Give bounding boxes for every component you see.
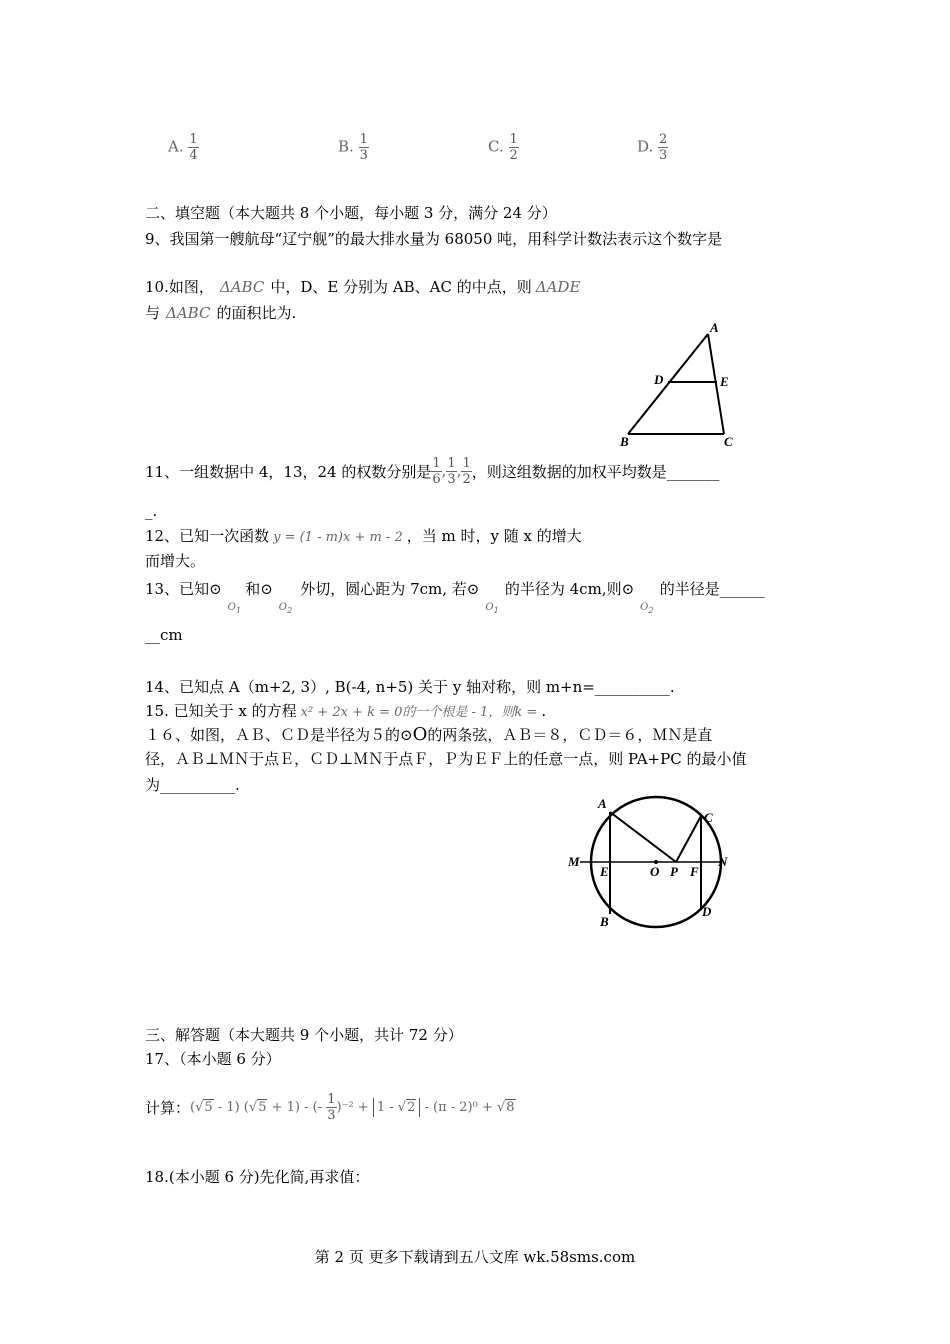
label-a: A: [598, 796, 607, 811]
label-e: E: [720, 374, 729, 389]
choice-d: D. $\frac{2}{3}$: [637, 132, 668, 163]
question-17-title: 17、（本小题 6 分）: [145, 1050, 281, 1068]
label-b: B: [600, 914, 609, 929]
question-17-expression: 计算：(√5 - 1) (√5 + 1) - (- $\frac{1}{3}$ )⁻² + 1 - √2 - (π - 2)⁰ + √8: [145, 1092, 515, 1123]
question-13-cont: __cm: [145, 626, 183, 644]
label-f: F: [690, 864, 699, 879]
circle-icon: ⊙: [209, 580, 222, 598]
fraction: $\frac{1}{2}$: [509, 132, 518, 163]
label-o: O: [650, 864, 660, 879]
label-n: N: [718, 854, 728, 869]
question-11-cont: _.: [145, 502, 158, 520]
question-12: 12、已知一次函数 y = (1 - m)x + m - 2 ，当 m 时，y 随 x 的增大: [145, 527, 582, 545]
circle-figure: [566, 794, 736, 934]
label-e: E: [600, 864, 609, 879]
label-c: C: [724, 434, 733, 449]
circle-icon: ⊙: [260, 580, 273, 598]
question-16-line2: 径，ＡＢ⊥ＭＮ于点Ｅ，ＣＤ⊥ＭＮ于点Ｆ，Ｐ为ＥＦ上的任意一点，则 PA+PC 的最小值: [145, 750, 747, 768]
label-m: M: [568, 854, 580, 869]
choice-c: C. $\frac{1}{2}$: [488, 132, 518, 163]
page-footer: 第 2 页 更多下载请到五八文库 wk.58sms.com: [314, 1248, 636, 1266]
question-16-line3: 为__________.: [145, 776, 240, 794]
section-2-title: 二、填空题（本大题共 8 个小题，每小题 3 分，满分 24 分）: [145, 204, 557, 222]
label-a: A: [710, 320, 719, 335]
question-11: 11、一组数据中 4，13，24 的权数分别是 $\frac{1}{6}$ , $\frac{1}{3}$ , $\frac{1}{2}$ ，则这组数据的加权平均数是_______: [145, 456, 720, 487]
label-p: P: [670, 864, 678, 879]
choice-a: A. $\frac{1}{4}$: [168, 132, 198, 163]
circle-icon: ⊙: [400, 726, 413, 744]
triangle-figure: [616, 318, 746, 453]
label-d: D: [654, 372, 664, 387]
question-18: 18.(本小题 6 分)先化简,再求值：: [145, 1168, 370, 1186]
question-10-line1: 10.如图， ΔABC 中，D、E 分别为 AB、AC 的中点，则 ΔADE: [145, 278, 581, 296]
choice-b: B. $\frac{1}{3}$: [338, 132, 368, 163]
question-14: 14、已知点 A（m+2, 3）, B(-4, n+5) 关于 y 轴对称，则 m+n=__________.: [145, 678, 675, 696]
label-c: C: [704, 810, 713, 825]
label-d: D: [702, 904, 712, 919]
fraction: $\frac{2}{3}$: [659, 132, 668, 163]
question-10-line2: 与 ΔABC 的面积比为.: [145, 304, 297, 322]
question-13: 13、已知$⊙_{O_1}$和$⊙_{O_2}$外切，圆心距为 7cm, 若$⊙_{O_1}$的半径为 4cm,则$⊙_{O_2}$的半径是______: [145, 580, 765, 615]
section-3-title: 三、解答题（本大题共 9 个小题，共计 72 分）: [145, 1026, 463, 1044]
question-15: 15. 已知关于 x 的方程 x² + 2x + k = 0的一个根是 - 1，则k = .: [145, 702, 547, 720]
circle-icon: ⊙: [621, 580, 635, 598]
question-12-cont: 而增大。: [145, 552, 206, 570]
fraction: $\frac{1}{3}$: [359, 132, 368, 163]
circle-icon: ⊙: [466, 580, 480, 598]
label-b: B: [620, 434, 629, 449]
question-9: 9、我国第一艘航母“辽宁舰”的最大排水量为 68050 吨，用科学计数法表示这个数字是: [145, 230, 723, 248]
fraction: $\frac{1}{4}$: [189, 132, 198, 163]
question-16-line1: １６、如图，ＡＢ、ＣＤ是半径为５的⊙O的两条弦，ＡＢ＝８，ＣＤ＝６，ＭＮ是直: [145, 724, 713, 745]
